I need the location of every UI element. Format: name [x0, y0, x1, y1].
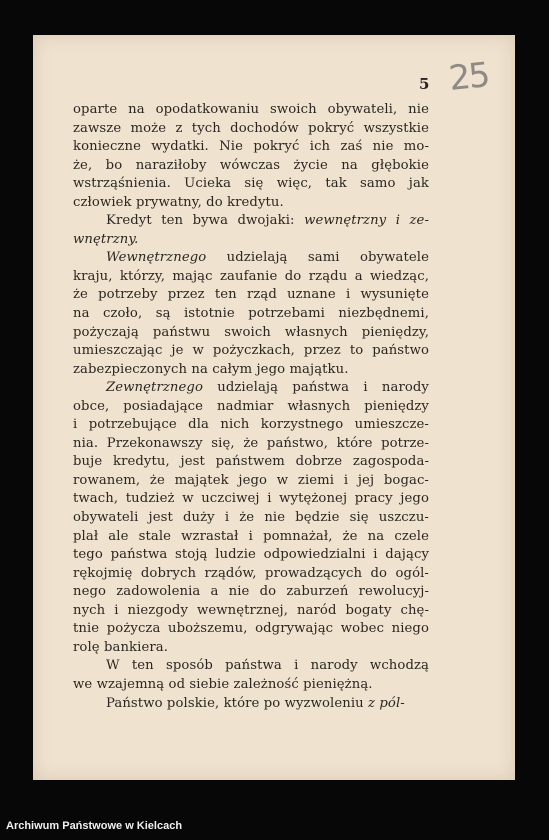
text-segment: tnie pożycza uboższemu, odgrywając wobec niego	[73, 621, 429, 637]
archive-credit: Archiwum Państwowe w Kielcach	[6, 820, 183, 832]
text-segment: Kredyt ten bywa dwojaki:	[106, 213, 305, 229]
italic-text: Zewnętrznego	[106, 380, 203, 396]
text-segment: rolę bankiera.	[73, 639, 169, 655]
text-line	[73, 453, 429, 472]
page-number: 5	[419, 75, 430, 93]
text-line	[73, 528, 429, 547]
text-line	[73, 565, 429, 584]
text-segment: plał ale stale wzrastał i pomnażał, że na czele	[73, 528, 429, 544]
text-segment: udzielają państwa i narody	[202, 380, 429, 396]
text-line	[73, 342, 429, 361]
text-segment: buje kredytu, jest państwem dobrze zagospoda-	[73, 454, 429, 470]
text-segment: obywateli jest duży i że nie będzie się uszczu-	[73, 510, 429, 526]
text-line	[73, 583, 429, 602]
text-line	[73, 138, 429, 157]
body-text	[73, 101, 429, 713]
text-segment: umieszczając je w pożyczkach, przez to państwo	[73, 343, 429, 359]
text-segment: Państwo polskie, które po wyzwoleniu	[106, 695, 369, 711]
text-segment: na czoło, są istotnie potrzebami niezbędnemi,	[73, 306, 429, 322]
text-line	[73, 175, 429, 194]
text-segment: i potrzebujące dla nich korzystnego umieszcze-	[73, 417, 429, 433]
text-line	[73, 416, 429, 435]
text-line	[73, 695, 429, 714]
text-line	[73, 620, 429, 639]
text-line	[73, 657, 429, 676]
text-segment: wstrząśnienia. Ucieka się więc, tak samo jak	[73, 176, 429, 192]
text-line	[73, 490, 429, 509]
text-line	[73, 101, 429, 120]
text-segment: zawsze może z tych dochodów pokryć wszystkie	[73, 120, 429, 136]
text-line	[73, 305, 429, 324]
text-segment: zabezpieczonych na całym jego majątku.	[73, 361, 349, 377]
text-segment: nia. Przekonawszy się, że państwo, które potrze-	[73, 435, 429, 451]
italic-text: wewnętrzny i ze-	[304, 213, 430, 229]
text-segment: obce, posiadające nadmiar własnych pieniędzy	[73, 398, 429, 414]
text-segment: tego państwa stoją ludzie odpowiedzialni i dający	[73, 547, 429, 563]
text-line	[73, 212, 429, 231]
text-line	[73, 361, 429, 380]
text-segment: że potrzeby przez ten rząd uznane i wysunięte	[73, 287, 429, 303]
text-line	[73, 268, 429, 287]
text-line	[73, 509, 429, 528]
document-page	[33, 35, 515, 780]
text-line	[73, 472, 429, 491]
text-segment: nych i niezgody wewnętrznej, naród bogaty chę-	[73, 602, 429, 618]
text-line	[73, 546, 429, 565]
text-line	[73, 157, 429, 176]
italic-text: Wewnętrznego	[106, 250, 207, 266]
text-line	[73, 435, 429, 454]
text-line	[73, 324, 429, 343]
text-line	[73, 639, 429, 658]
text-segment: kraju, którzy, mając zaufanie do rządu a wiedząc,	[73, 268, 429, 284]
text-segment: udzielają sami obywatele	[206, 250, 429, 266]
text-segment: rowanem, że majątek jego w ziemi i jej bogac-	[73, 472, 429, 488]
text-line	[73, 120, 429, 139]
text-line	[73, 676, 429, 695]
text-line	[73, 194, 429, 213]
text-segment: konieczne wydatki. Nie pokryć ich zaś nie mo-	[73, 139, 429, 155]
text-line	[73, 231, 429, 250]
text-segment: człowiek prywatny, do kredytu.	[73, 194, 284, 210]
archival-mark: 25	[447, 55, 491, 99]
text-segment: nego zadowolenia a nie do zaburzeń rewolucyj-	[73, 584, 429, 600]
text-segment: W ten sposób państwa i narody wchodzą	[106, 658, 429, 674]
italic-text: wnętrzny.	[73, 231, 139, 247]
text-line	[73, 602, 429, 621]
text-segment: oparte na opodatkowaniu swoich obywateli, nie	[73, 102, 429, 117]
text-line	[73, 398, 429, 417]
text-line	[73, 249, 429, 268]
text-segment: we wzajemną od siebie zależność pieniężną.	[73, 676, 373, 692]
italic-text: z pól-	[368, 695, 405, 711]
text-segment: pożyczają państwu swoich własnych pieniędzy,	[73, 324, 429, 340]
text-segment: rękojmię dobrych rządów, prowadzących do ogól-	[73, 565, 429, 581]
text-line	[73, 379, 429, 398]
text-segment: że, bo naraziłoby wówczas życie na głębokie	[73, 157, 429, 173]
text-line	[73, 286, 429, 305]
text-segment: twach, tudzież w uczciwej i wytężonej pracy jego	[73, 491, 429, 507]
